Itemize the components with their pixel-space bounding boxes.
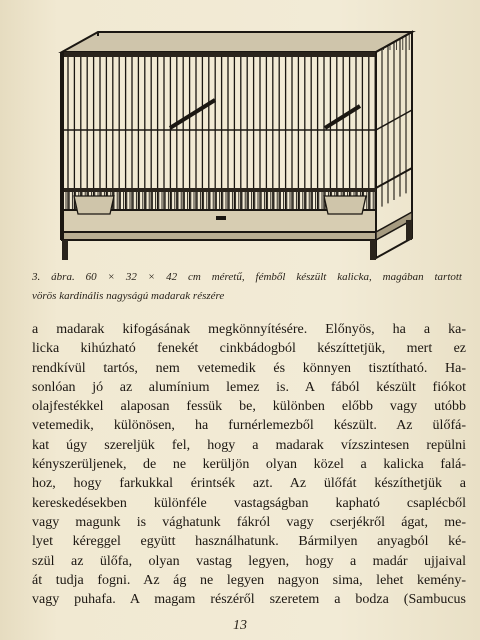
text-line: rendkívül tartós, nem vetemedik és könnyen tisztítható. Ha- (32, 360, 466, 376)
text-line: kereskedésekben különféle vastagságban kapható csaplécből (32, 495, 466, 511)
text-line: lyet kéreggel együtt használhatunk. Bármilyen anyagból ké- (32, 534, 466, 550)
cage-drawing (40, 10, 420, 268)
text-line: a madarak kifogásának megkönnyítésére. Előnyös, ha a ka- (32, 322, 466, 337)
text-line: hoz, hogy farkukkal érintsék azt. Az ülőfát készíthetjük a (32, 476, 466, 492)
cage-illustration (40, 10, 420, 268)
cage-leg (370, 240, 376, 260)
caption-line: 3. ábra. 60 × 32 × 42 cm méretű, fémből készült kalicka, magában tartott (32, 271, 462, 283)
cage-base (62, 232, 376, 240)
cage-leg (406, 220, 412, 240)
feeder-right (324, 196, 366, 214)
feeder-left (74, 196, 114, 214)
drawer-handle (216, 216, 226, 220)
text-line: licka kihúzható fenekét cinkbádogból készíttetjük, mert ez (32, 341, 466, 357)
text-line: kényszerüljenek, de ne kerüljön olyan közel a kalicka falá- (32, 457, 466, 473)
caption-line: vörös kardinális nagyságú madarak részére (32, 290, 225, 303)
body-paragraph (32, 320, 466, 609)
figure-caption (32, 270, 462, 309)
page-number: 13 (233, 618, 247, 633)
cage-leg (62, 240, 68, 260)
text-line: vetemedik, különösen, ha furnérlemezből készült. Az ülőfá- (32, 418, 466, 434)
text-line: vagy puhafa. A magam részéről szeretem a bodza (Sambucus (32, 592, 466, 608)
cage-top-rail (62, 52, 376, 57)
cage-roof (62, 32, 412, 52)
text-line: vagy magunk is vághatunk fákról vagy cserjékről ágat, me- (32, 514, 466, 530)
text-line: olajfestékkel alaposan fessük be, különben előbb vagy utóbb (32, 399, 466, 415)
text-line: szül az ülőfa, olyan vastag legyen, hogy a madár ujjaival (32, 553, 466, 569)
text-line: kat úgy szereljük fel, hogy a madarak vízszintesen repülni (32, 437, 466, 453)
text-line: át tudja fogni. Az ág ne legyen nagyon sima, lehet kemény- (32, 572, 466, 588)
text-line: sonlóan jó az alumínium lemez is. A fából készült fiókot (32, 379, 466, 395)
